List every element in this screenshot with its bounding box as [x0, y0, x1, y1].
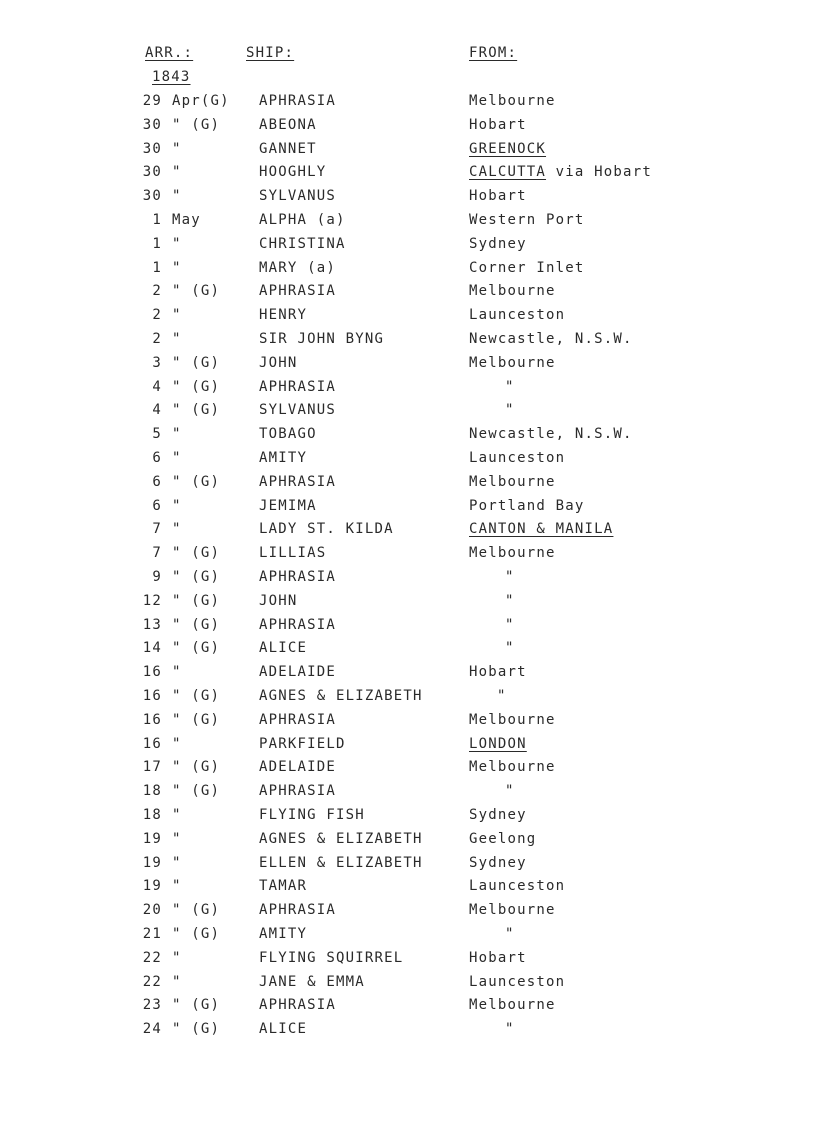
ship-name: LILLIAS	[259, 545, 327, 562]
arrival-day: 29	[142, 93, 162, 109]
arrival-month: "	[172, 830, 182, 847]
arrival-month: " (G)	[172, 569, 221, 585]
arrival-day: 22	[142, 973, 162, 990]
ditto-mark: "	[505, 640, 515, 657]
table-row	[0, 712, 816, 734]
ship-name: FLYING SQUIRREL	[259, 949, 404, 966]
arrival-month: "	[172, 164, 182, 181]
table-row	[0, 759, 816, 781]
table-row	[0, 569, 816, 591]
table-row	[0, 260, 816, 282]
ship-name: APHRASIA	[259, 997, 337, 1014]
arrival-month: " (G)	[172, 759, 221, 776]
table-row	[0, 617, 816, 639]
table-row	[0, 593, 816, 615]
ditto-mark: "	[505, 616, 515, 633]
table-row	[0, 997, 816, 1019]
ship-name: APHRASIA	[259, 473, 337, 490]
ship-name: JANE & EMMA	[259, 973, 365, 990]
origin-port	[469, 164, 652, 180]
header-from: FROM:	[469, 45, 518, 61]
origin-port-underlined: CALCUTTA	[469, 164, 547, 181]
ship-name: JOHN	[259, 592, 298, 609]
table-row	[0, 831, 816, 853]
table-row	[0, 379, 816, 401]
arrival-month: "	[172, 140, 182, 157]
arrival-month: "	[172, 521, 182, 538]
arrival-month: " (G)	[172, 473, 221, 490]
ship-name: AGNES & ELIZABETH	[259, 688, 423, 704]
origin-port: Geelong	[469, 830, 537, 847]
table-row	[0, 545, 816, 567]
arrival-month: " (G)	[172, 378, 221, 395]
table-row	[0, 807, 816, 829]
arrival-day: 20	[142, 902, 162, 919]
table-row	[0, 498, 816, 520]
origin-port: Newcastle, N.S.W.	[469, 331, 633, 347]
table-row	[0, 93, 816, 115]
ship-name: HENRY	[259, 307, 308, 324]
arrival-month: Apr(G)	[172, 93, 230, 109]
arrival-day: 21	[142, 926, 162, 942]
arrival-day: 18	[142, 783, 162, 800]
ship-name: ADELAIDE	[259, 759, 337, 776]
arrival-month: " (G)	[172, 545, 221, 562]
arrival-day: 6	[152, 450, 162, 466]
origin-port: Melbourne	[469, 283, 556, 300]
arrival-day: 5	[152, 426, 162, 443]
ship-name: JEMIMA	[259, 497, 317, 514]
ship-name: ABEONA	[259, 116, 317, 133]
table-row	[0, 474, 816, 496]
arrival-day: 24	[142, 1021, 162, 1038]
arrival-day: 19	[142, 830, 162, 847]
arrival-day: 30	[142, 188, 162, 205]
origin-port	[469, 141, 546, 157]
ship-name: APHRASIA	[259, 378, 337, 395]
table-row	[0, 926, 816, 948]
table-row	[0, 855, 816, 877]
arrival-day: 22	[142, 949, 162, 966]
arrival-month: " (G)	[172, 640, 221, 657]
arrival-day: 7	[152, 545, 162, 562]
arrival-month: "	[172, 878, 182, 895]
arrival-month: "	[172, 949, 182, 966]
origin-port: Melbourne	[469, 902, 556, 919]
arrival-day: 13	[142, 616, 162, 633]
arrival-day: 4	[152, 402, 162, 419]
arrival-day: 2	[152, 307, 162, 324]
origin-port	[469, 736, 527, 752]
table-row	[0, 188, 816, 210]
ship-name: APHRASIA	[259, 616, 337, 633]
arrival-month: " (G)	[172, 902, 221, 919]
ditto-mark: "	[505, 1021, 515, 1038]
arrival-month: "	[172, 426, 182, 443]
ship-name: GANNET	[259, 140, 317, 157]
ship-name: CHRISTINA	[259, 235, 346, 252]
arrival-day: 30	[142, 140, 162, 157]
origin-port: Melbourne	[469, 93, 556, 109]
origin-port: Launceston	[469, 450, 566, 466]
origin-port: Hobart	[469, 664, 527, 681]
header-ship: SHIP:	[246, 45, 295, 61]
arrival-month: "	[172, 735, 182, 752]
arrival-day: 23	[142, 997, 162, 1014]
table-row	[0, 783, 816, 805]
ship-name: APHRASIA	[259, 283, 337, 300]
arrival-day: 17	[142, 759, 162, 776]
table-row	[0, 902, 816, 924]
arrival-month: "	[172, 854, 182, 871]
arrival-month: "	[172, 664, 182, 681]
ship-name: JOHN	[259, 354, 298, 371]
table-row	[0, 664, 816, 686]
origin-port: Launceston	[469, 307, 566, 324]
arrival-month: "	[172, 307, 182, 324]
ship-name: HOOGHLY	[259, 164, 327, 181]
ditto-mark: "	[505, 569, 515, 585]
table-row	[0, 950, 816, 972]
arrival-day: 16	[142, 735, 162, 752]
arrival-day: 14	[142, 640, 162, 657]
ship-name: APHRASIA	[259, 783, 337, 800]
table-row	[0, 212, 816, 234]
ship-name: APHRASIA	[259, 902, 337, 919]
origin-port-suffix: via Hobart	[546, 164, 652, 181]
ship-name: APHRASIA	[259, 93, 337, 109]
origin-port: Corner Inlet	[469, 259, 585, 276]
arrival-month: "	[172, 497, 182, 514]
arrival-day: 3	[152, 354, 162, 371]
arrival-month: "	[172, 259, 182, 276]
arrival-month: "	[172, 188, 182, 205]
ship-name: AMITY	[259, 450, 308, 466]
table-row	[0, 688, 816, 710]
table-row	[0, 402, 816, 424]
arrival-month: " (G)	[172, 402, 221, 419]
header-arr: ARR.:	[145, 45, 194, 61]
origin-port: Newcastle, N.S.W.	[469, 426, 633, 443]
origin-port: Sydney	[469, 854, 527, 871]
table-row	[0, 426, 816, 448]
origin-port: Hobart	[469, 116, 527, 133]
ship-name: LADY ST. KILDA	[259, 521, 394, 538]
origin-port-underlined: GREENOCK	[469, 140, 547, 157]
ship-name: ALICE	[259, 1021, 308, 1038]
table-row	[0, 331, 816, 353]
table-row	[0, 736, 816, 758]
arrival-day: 1	[152, 212, 162, 228]
arrival-day: 16	[142, 688, 162, 704]
arrival-month: "	[172, 807, 182, 823]
origin-port: Hobart	[469, 188, 527, 205]
origin-port: Hobart	[469, 949, 527, 966]
ship-name: FLYING FISH	[259, 807, 365, 823]
origin-port: Melbourne	[469, 354, 556, 371]
table-row	[0, 307, 816, 329]
origin-port: Melbourne	[469, 759, 556, 776]
ditto-mark: "	[497, 688, 507, 704]
ship-name: AGNES & ELIZABETH	[259, 830, 423, 847]
arrival-day: 18	[142, 807, 162, 823]
arrival-day: 1	[152, 259, 162, 276]
year-label: 1843	[152, 69, 191, 85]
origin-port: Sydney	[469, 807, 527, 823]
ship-name: APHRASIA	[259, 711, 337, 728]
origin-port: Melbourne	[469, 545, 556, 562]
arrival-day: 30	[142, 116, 162, 133]
table-row	[0, 141, 816, 163]
origin-port: Melbourne	[469, 711, 556, 728]
arrival-month: " (G)	[172, 616, 221, 633]
ditto-mark: "	[505, 592, 515, 609]
ship-name: PARKFIELD	[259, 735, 346, 752]
origin-port: Western Port	[469, 212, 585, 228]
arrival-day: 2	[152, 331, 162, 347]
ship-name: TOBAGO	[259, 426, 317, 443]
table-row	[0, 878, 816, 900]
arrival-day: 19	[142, 878, 162, 895]
arrival-day: 30	[142, 164, 162, 181]
table-row	[0, 355, 816, 377]
origin-port: Launceston	[469, 973, 566, 990]
arrival-day: 6	[152, 497, 162, 514]
arrival-day: 16	[142, 664, 162, 681]
arrival-month: " (G)	[172, 926, 221, 942]
origin-port	[469, 521, 613, 537]
origin-port-underlined: LONDON	[469, 735, 527, 752]
ship-name: ALPHA (a)	[259, 212, 346, 228]
ship-name: AMITY	[259, 926, 308, 942]
arrival-month: "	[172, 331, 182, 347]
origin-port: Melbourne	[469, 473, 556, 490]
ship-name: TAMAR	[259, 878, 308, 895]
ditto-mark: "	[505, 402, 515, 419]
arrival-month: "	[172, 235, 182, 252]
origin-port: Sydney	[469, 235, 527, 252]
arrival-month: May	[172, 212, 201, 228]
arrival-month: " (G)	[172, 116, 221, 133]
arrival-day: 4	[152, 378, 162, 395]
arrival-month: "	[172, 973, 182, 990]
ship-name: ALICE	[259, 640, 308, 657]
ship-name: SIR JOHN BYNG	[259, 331, 385, 347]
table-row	[0, 450, 816, 472]
origin-port: Launceston	[469, 878, 566, 895]
arrival-month: " (G)	[172, 997, 221, 1014]
table-row	[0, 974, 816, 996]
ship-name: MARY (a)	[259, 259, 337, 276]
table-row	[0, 521, 816, 543]
origin-port: Portland Bay	[469, 497, 585, 514]
arrival-day: 16	[142, 711, 162, 728]
ship-name: ELLEN & ELIZABETH	[259, 854, 423, 871]
table-row	[0, 164, 816, 186]
arrival-day: 7	[152, 521, 162, 538]
ditto-mark: "	[505, 926, 515, 942]
table-row	[0, 236, 816, 258]
arrival-day: 12	[142, 592, 162, 609]
ship-name: APHRASIA	[259, 569, 337, 585]
arrival-month: " (G)	[172, 783, 221, 800]
arrival-day: 1	[152, 235, 162, 252]
table-row	[0, 283, 816, 305]
ship-name: SYLVANUS	[259, 402, 337, 419]
ship-name: SYLVANUS	[259, 188, 337, 205]
arrival-month: "	[172, 450, 182, 466]
arrival-month: " (G)	[172, 592, 221, 609]
arrival-day: 6	[152, 473, 162, 490]
table-row	[0, 640, 816, 662]
arrival-month: " (G)	[172, 354, 221, 371]
origin-port-underlined: CANTON & MANILA	[469, 521, 614, 538]
ditto-mark: "	[505, 783, 515, 800]
table-row	[0, 1021, 816, 1043]
arrival-month: " (G)	[172, 688, 221, 704]
arrival-day: 2	[152, 283, 162, 300]
arrival-month: " (G)	[172, 711, 221, 728]
ditto-mark: "	[505, 378, 515, 395]
table-row	[0, 117, 816, 139]
ship-name: ADELAIDE	[259, 664, 337, 681]
origin-port: Melbourne	[469, 997, 556, 1014]
arrival-month: " (G)	[172, 1021, 221, 1038]
arrival-month: " (G)	[172, 283, 221, 300]
arrival-day: 19	[142, 854, 162, 871]
arrival-day: 9	[152, 569, 162, 585]
